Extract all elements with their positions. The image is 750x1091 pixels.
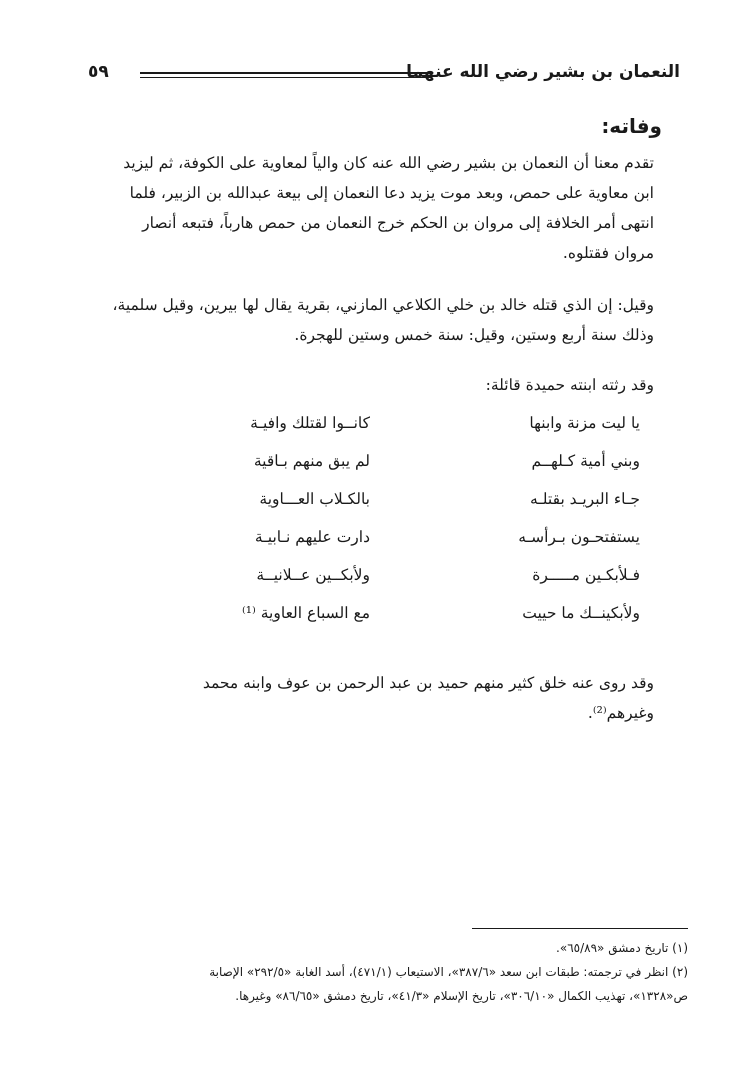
paragraph-death <box>68 148 682 268</box>
section-title: وفاته: <box>601 114 662 138</box>
paragraph-alternate-account <box>68 290 682 350</box>
verse-first-hemistich: جـاء البريـد بقتلـه <box>529 490 640 508</box>
verse-second-hemistich: دارت عليهم نـابيـة <box>254 528 370 546</box>
verse-first-hemistich: يستفتحـون بـرأسـه <box>518 528 640 546</box>
paragraph-line: وقيل: إن الذي قتله خالد بن خلي الكلاعي المازني، بقرية يقال لها بيرين، وقيل سلمية، <box>112 296 654 314</box>
footnote-continuation: ص«١٣٢٨»، تهذيب الكمال «٣٠٦/١٠»، تاريخ الإسلام «٤١/٣»، تاريخ دمشق «٨٦/٦٥» وغيرها. <box>235 989 688 1003</box>
paragraph-line: وذلك سنة أربع وستين، وقيل: سنة خمس وستين للهجرة. <box>294 326 654 344</box>
paragraph-line: وغيرهم⁽²⁾. <box>587 704 654 722</box>
verse-first-hemistich: فـلأبكـين مـــــرة <box>532 566 640 584</box>
footnote-rule <box>472 928 688 929</box>
paragraph-line: مروان فقتلوه. <box>562 244 654 262</box>
verse-first-hemistich: ولأبكينــك ما حييت <box>522 604 640 622</box>
footnote: (٢) انظر في ترجمته: طبقات ابن سعد «٣٨٧/٦»، الاستيعاب (٤٧١/١)، أسد الغابة «٢٩٢/٥» الإصابة <box>209 965 688 979</box>
header-rule <box>140 72 432 78</box>
verse-first-hemistich: وبني أمية كـلهــم <box>531 452 640 470</box>
poem-intro: وقد رثته ابنته حميدة قائلة: <box>485 376 654 394</box>
running-header <box>88 62 680 92</box>
footnote: (١) تاريخ دمشق «٦٥/٨٩». <box>556 941 688 955</box>
verse-second-hemistich: بالكـلاب العـــاوية <box>259 490 370 508</box>
paragraph-line: انتهى أمر الخلافة إلى مروان بن الحكم خرج النعمان من حمص هارباً، فتبعه أنصار <box>142 214 654 232</box>
verse-second-hemistich: مع السباع العاوية ⁽¹⁾ <box>241 604 370 622</box>
verse-first-hemistich: يا ليت مزنة وابنها <box>529 414 640 432</box>
paragraph-narrators <box>68 668 682 728</box>
poem-verse <box>100 442 640 480</box>
paragraph-line: ابن معاوية على حمص، وبعد موت يزيد دعا النعمان إلى بيعة عبدالله بن الزبير، فلما <box>129 184 654 202</box>
poem-verse <box>100 518 640 556</box>
page-number: ٥٩ <box>88 62 109 82</box>
poem-verse <box>100 594 640 632</box>
verse-second-hemistich: ولأبكــين عــلانيــة <box>256 566 370 584</box>
running-header-title: النعمان بن بشير رضي الله عنهما <box>406 62 680 82</box>
footnotes <box>62 936 688 1008</box>
poem-verse <box>100 404 640 442</box>
verse-second-hemistich: لم يبق منهم بـاقية <box>253 452 370 470</box>
poem-verse <box>100 480 640 518</box>
paragraph-line: وقد روى عنه خلق كثير منهم حميد بن عبد الرحمن بن عوف وابنه محمد <box>202 674 654 692</box>
verse-second-hemistich: كانــوا لقتلك وافيـة <box>250 414 370 432</box>
paragraph-line: تقدم معنا أن النعمان بن بشير رضي الله عنه كان والياً لمعاوية على الكوفة، ثم ليزيد <box>123 154 654 172</box>
elegy-poem <box>100 404 640 632</box>
poem-verse <box>100 556 640 594</box>
